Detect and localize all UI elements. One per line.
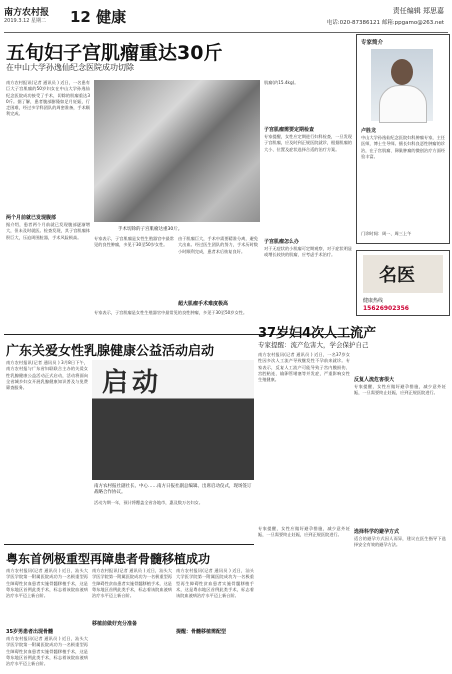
story3-body2: 专家提醒，女性应做好避孕措施，减少意外妊娠，一旦需要终止妊娠，应到正规医院进行。 — [354, 384, 446, 396]
story3-subheading1: 反复人流危害很大 — [354, 377, 395, 383]
event-banner-glyph: 启动 — [102, 368, 163, 398]
story1-headline: 五旬妇子宫肌瘤重达30斤 — [6, 42, 223, 64]
story2-body-below: 活动为期一年，预计将覆盖全省各地市，惠及数万名妇女。 — [94, 500, 203, 505]
story4-body: 南方农村报讯(记者 通讯员 ) 近日，汕头大学医学院第一附属医院成功为一名极重型再生障碍性贫血患者实施骨髓移植手术，这是粤东地区首例此类手术，标志着该院血液病治疗水平迈上新台阶。 — [6, 568, 88, 599]
story4-subheading3: 提醒：骨髓移植需配型 — [176, 629, 227, 635]
expert-profile-title: 专家简介 — [361, 40, 384, 46]
story1-body-right2: 对于无症状的小肌瘤可定期观察，对于症状明显或增长较快的肌瘤，应考虑手术治疗。 — [264, 246, 352, 258]
story1-subheading1: 两个月前就已发现腹部 — [6, 215, 57, 221]
story4-headline: 粤东首例极重型再障患者骨髓移植成功 — [6, 552, 211, 566]
story1-subheading3: 子宫肌瘤需要定期检查 — [264, 127, 315, 133]
story2-body-left: 南方农村报讯(记者 通讯员 ) 3月8日下午，南方农村报与广东省妇联联合主办的关爱女性乳腺健康公益活动正式启动，活动将面向全省城乡妇女开展乳腺健康知识普及与免费筛查服务。 — [6, 360, 88, 391]
fibroid-photo — [94, 80, 260, 222]
story4-subheading2: 移植前做好充分准备 — [92, 621, 138, 627]
expert-bio: 中山大学孙逸仙纪念医院妇科肿瘤专家，主任医师，博士生导师。擅长妇科良恶性肿瘤的诊治，在子宫肌瘤、卵巢肿瘤的微创治疗方面经验丰富。 — [361, 135, 445, 159]
story4-body-mid: 南方农村报讯(记者 通讯员 ) 近日，汕头大学医学院第一附属医院成功为一名极重型再生障碍性贫血患者实施骨髓移植手术，这是粤东地区首例此类手术，标志着该院血液病治疗水平迈上新台阶。 — [92, 568, 172, 599]
doctor-name: 卢胜龙 — [361, 128, 377, 134]
story1-body-mid3: 专家表示，子宫肌瘤是女性生殖器官中最常见的良性肿瘤，多见于30至50岁女性。 — [94, 310, 248, 315]
divider-2 — [4, 544, 254, 545]
story1-subhead: 在中山大学孙逸仙纪念医院成功切除 — [6, 63, 134, 72]
story3-body: 南方农村报讯(记者 通讯员 ) 近日，一名37岁女性因多次人工流产导致继发性不孕前来就诊。专家表示，反复人工流产可能导致子宫内膜损伤、宫腔粘连、输卵管堵塞等并发症，严重影响女性生殖健康。 — [258, 352, 350, 383]
story1-body-mid2: 由于肌瘤巨大，手术中需要精准分离，避免大出血。经过医生团队的努力，手术历时数小时顺利完成，患者术后恢复良好。 — [178, 236, 258, 254]
editor-credit: 责任编辑 郑思嘉 — [392, 7, 444, 15]
doctor-head — [391, 59, 413, 85]
masthead — [4, 4, 448, 33]
story1-body-left: 南方农村报讯(记者 通讯员 ) 近日，一名患有巨大子宫肌瘤的50岁妇女在中山大学孙逸仙纪念医院成功接受了手术，切除的肌瘤重达30斤。据了解，患者腹部膨隆如足月妊娠，行走困难，经过多学科团队的周密准备，手术顺利完成。 — [6, 80, 90, 117]
health-ad — [356, 250, 450, 316]
page-number-section — [70, 6, 126, 27]
story2-photo-caption: 南方农村报社副社长、中心……南方日报社副总编辑、出席启动仪式，现场签订战略合作协议。 — [94, 484, 252, 495]
doctor-portrait — [371, 49, 433, 121]
story3-headline: 37岁妇4次人工流产 — [258, 326, 377, 341]
story4-body-cont: 南方农村报讯(记者 通讯员 ) 近日，汕头大学医学院第一附属医院成功为一名极重型再生障碍性贫血患者实施骨髓移植手术，这是粤东地区首例此类手术，标志着该院血液病治疗水平迈上新台阶。 — [6, 636, 88, 667]
story3-subheading2: 选择科学的避孕方式 — [354, 529, 400, 535]
story1-body-right: 专家提醒，女性应定期进行妇科检查，一旦发现子宫肌瘤，应及时到正规医院就诊，根据肌瘤的大小、位置及症状选择合适的治疗方案。 — [264, 134, 352, 152]
ad-phone: 15626902356 — [363, 305, 409, 312]
story1-body-mid: 专家表示，子宫肌瘤是女性生殖器官中最常见的良性肿瘤，多见于30至50岁女性。 — [94, 236, 174, 248]
story1-subheading4: 子宫肌瘤怎么办 — [264, 239, 300, 245]
doctor-coat — [379, 85, 427, 123]
story4-subheading1: 35岁男患者出现骨髓 — [6, 629, 53, 635]
clinic-hours: 门诊时间：周一、周三上午 — [361, 231, 412, 236]
story3-subhead: 专家提醒：流产危害大，学会保护自己 — [258, 341, 369, 349]
page-number: 12 — [70, 8, 91, 26]
story1-body-right-intro: 肌瘤(约15.4kg)。 — [264, 80, 299, 85]
story1-body-left2: 据介绍，患者两个月前就已发现腹部逐渐增大，但未及时就医。检查发现，其子宫肌瘤体积巨大，压迫周围脏器，手术风险极高。 — [6, 222, 90, 240]
issue-date: 2019.3.12 星期二 — [4, 18, 47, 24]
story3-body3: 适合的避孕方式因人而异，建议在医生指导下选择安全有效的避孕方法。 — [354, 536, 446, 548]
contact-info: 电话:020-87386121 邮箱:ppgamo@263.net — [326, 20, 444, 26]
story1-subheading2: 超大肌瘤手术难度极高 — [178, 301, 229, 307]
ad-subtitle: 健康热线 — [363, 298, 384, 304]
story2-headline: 广东关爱女性乳腺健康公益活动启动 — [6, 344, 215, 359]
expert-profile — [356, 34, 450, 244]
story4-body-right: 南方农村报讯(记者 通讯员 ) 近日，汕头大学医学院第一附属医院成功为一名极重型再生障碍性贫血患者实施骨髓移植手术，这是粤东地区首例此类手术，标志着该院血液病治疗水平迈上新台阶。 — [176, 568, 254, 599]
story3-body-cont: 专家提醒，女性应做好避孕措施，减少意外妊娠，一旦需要终止妊娠，应到正规医院进行。 — [258, 526, 350, 538]
paper-name: 南方农村报 — [4, 8, 50, 18]
ad-logo: 名医 — [379, 265, 415, 286]
story1-photo-caption: 手术切除的子宫肌瘤达重30斤。 — [118, 227, 183, 232]
section-name: 健康 — [96, 8, 127, 26]
